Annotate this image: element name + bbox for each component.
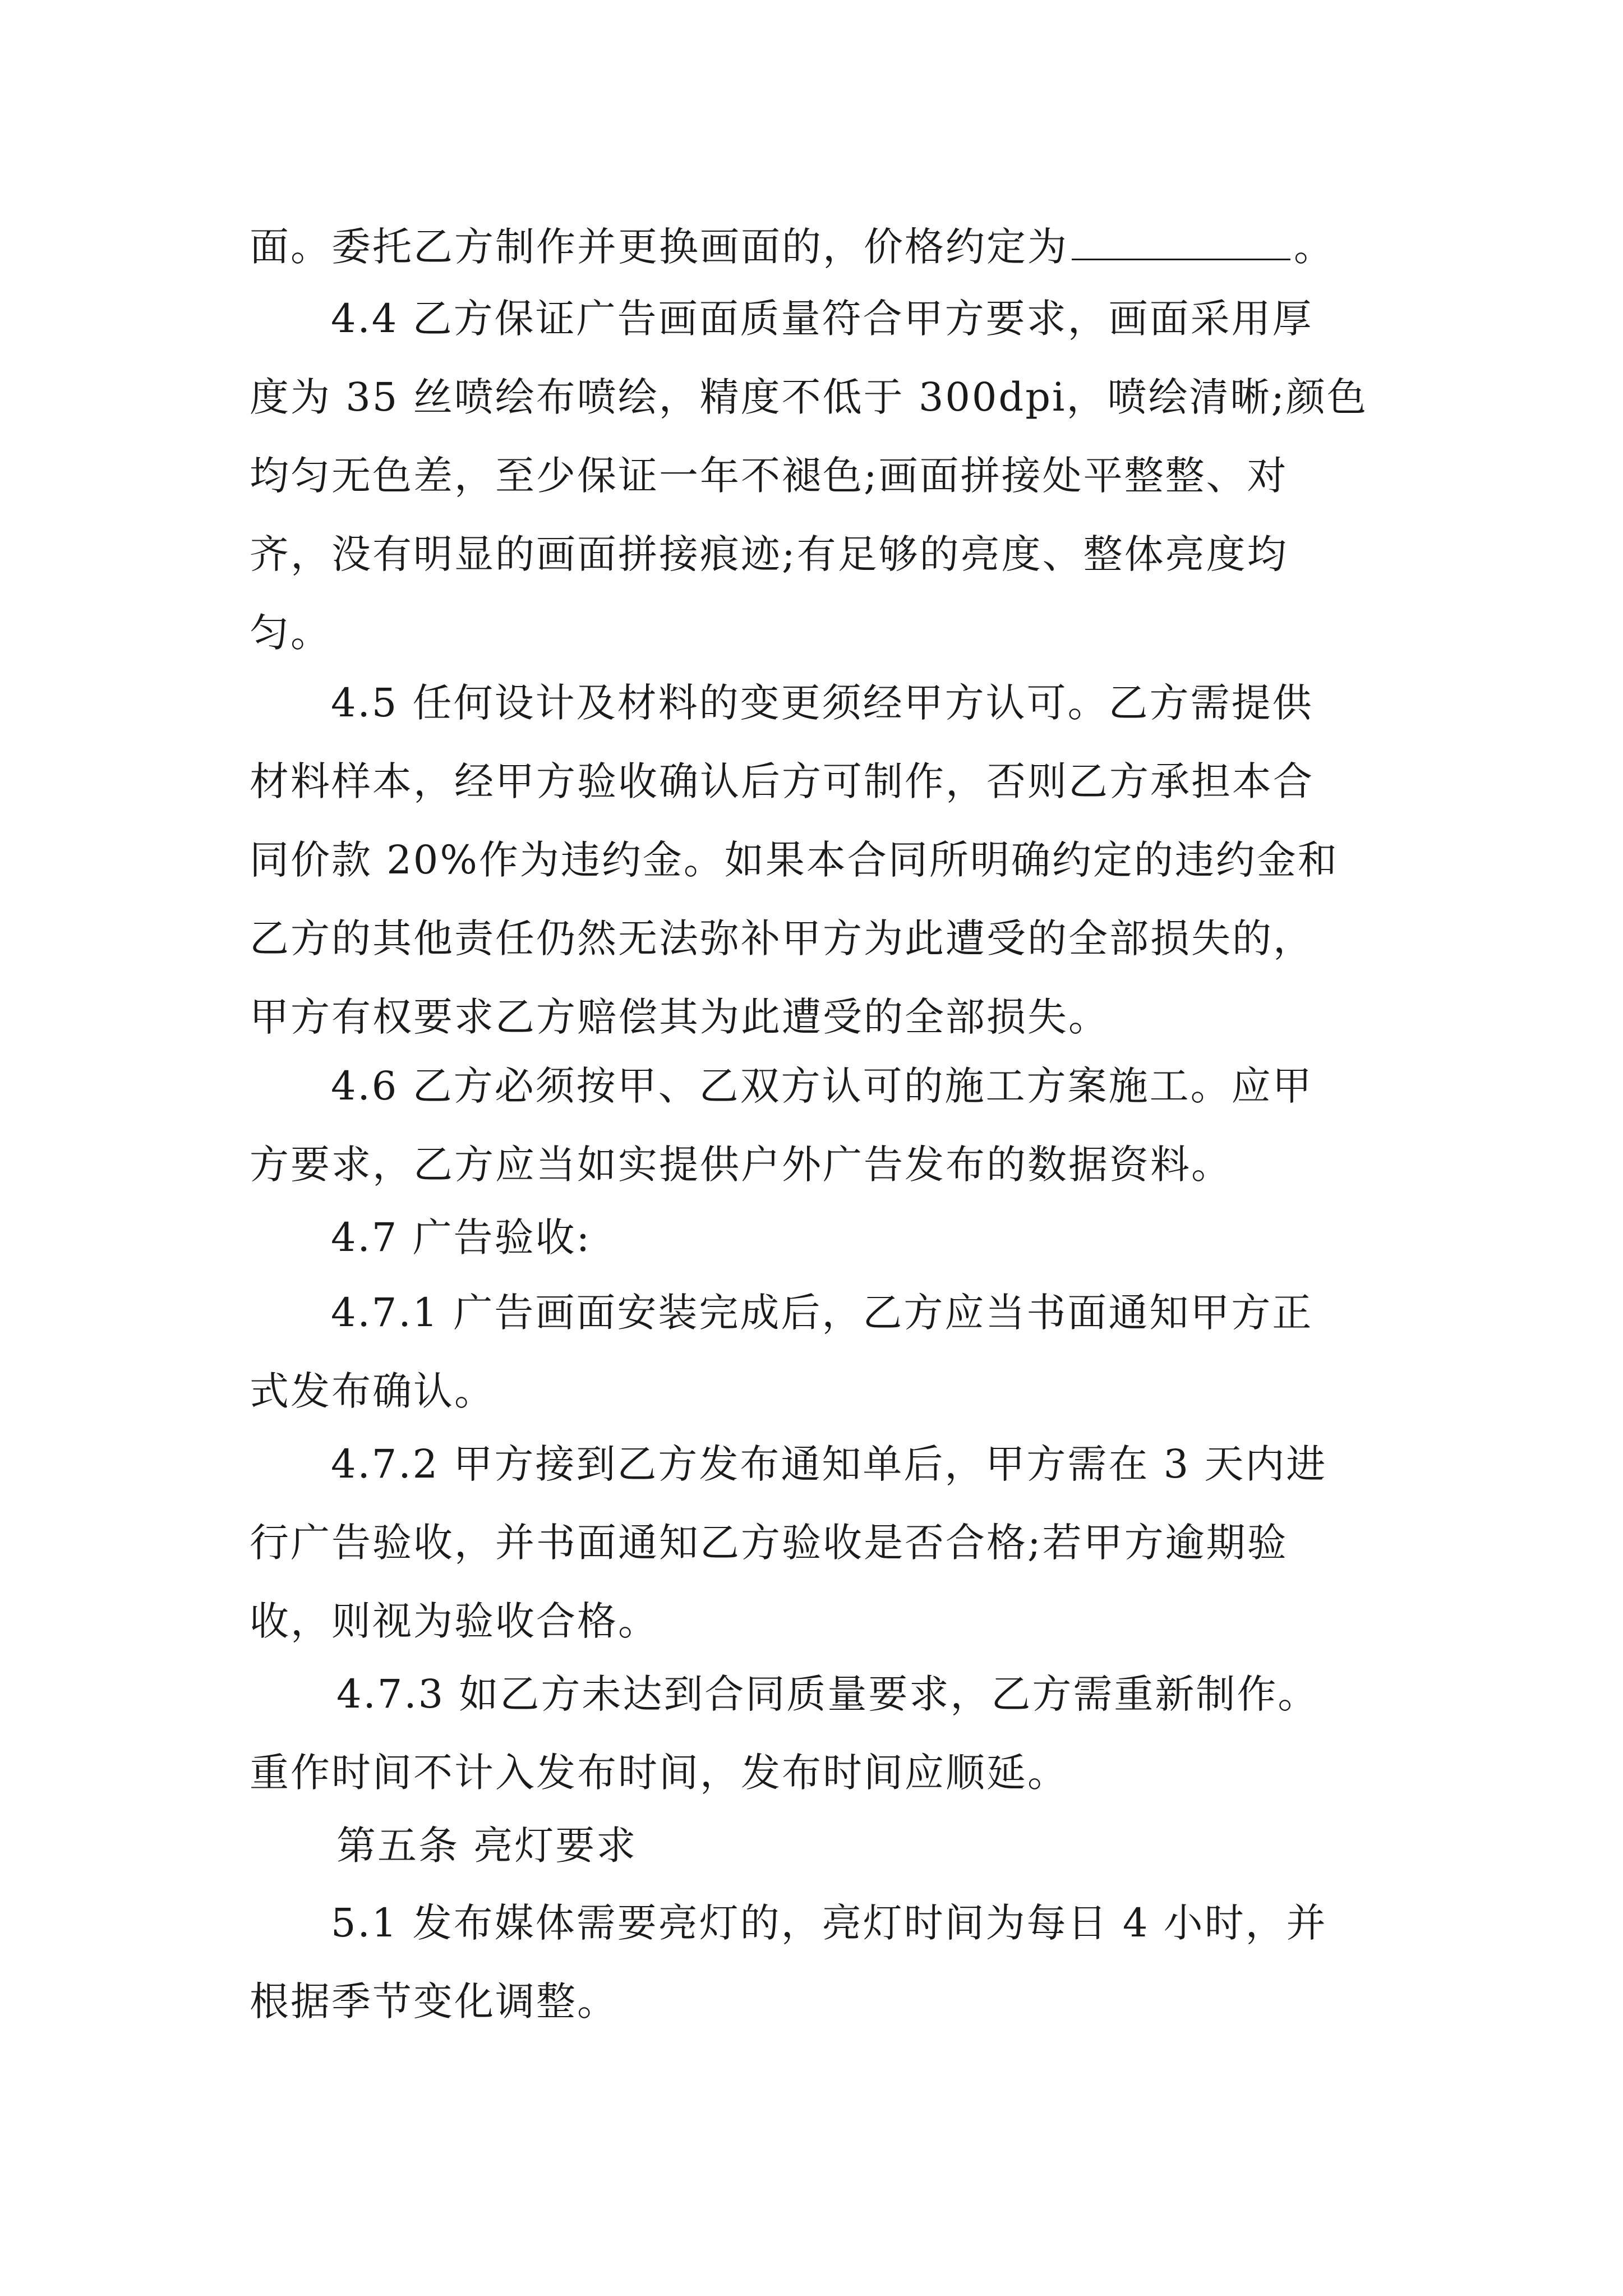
text-line: 5.1 发布媒体需要亮灯的，亮灯时间为每日 4 小时，并 xyxy=(331,1900,1327,1946)
paragraph-price xyxy=(250,208,1391,286)
text-line: 。 xyxy=(1294,224,1335,270)
text-line: 4.7.3 如乙方未达到合同质量要求，乙方需重新制作。 xyxy=(336,1671,1319,1717)
paragraph-4-7 xyxy=(250,1198,1391,1277)
text-line: 方要求，乙方应当如实提供户外广告发布的数据资料。 xyxy=(250,1142,1232,1188)
section-heading-article-5 xyxy=(250,1806,1391,1885)
text-line: 收，则视为验收合格。 xyxy=(250,1598,659,1644)
text-line: 式发布确认。 xyxy=(250,1368,495,1414)
text-line: 同价款 20%作为违约金。如果本合同所明确约定的违约金和 xyxy=(250,837,1339,883)
text-line: 根据季节变化调整。 xyxy=(250,1978,618,2024)
text-line: 4.7.2 甲方接到乙方发布通知单后，甲方需在 3 天内进 xyxy=(331,1441,1327,1487)
paragraph-4-6 xyxy=(250,1047,1391,1204)
text-line: 齐，没有明显的画面拼接痕迹;有足够的亮度、整体亮度均 xyxy=(250,531,1288,577)
paragraph-4-7-3 xyxy=(250,1655,1391,1812)
text-line: 4.7 广告验收: xyxy=(331,1214,592,1260)
paragraph-4-7-1 xyxy=(250,1273,1391,1430)
text-line: 重作时间不计入发布时间，发布时间应顺延。 xyxy=(250,1750,1068,1796)
text-line: 匀。 xyxy=(250,610,331,656)
text-line: 材料样本，经甲方验收确认后方可制作，否则乙方承担本合 xyxy=(250,758,1314,804)
fill-in-blank xyxy=(1072,255,1290,260)
text-line: 度为 35 丝喷绘布喷绘，精度不低于 300dpi，喷绘清晰;颜色 xyxy=(250,374,1368,420)
text-line: 面。委托乙方制作并更换画面的，价格约定为 xyxy=(250,224,1068,270)
text-line: 4.4 乙方保证广告画面质量符合甲方要求，画面采用厚 xyxy=(331,296,1313,342)
text-line: 4.5 任何设计及材料的变更须经甲方认可。乙方需提供 xyxy=(331,680,1313,726)
text-line: 乙方的其他责任仍然无法弥补甲方为此遭受的全部损失的， xyxy=(250,915,1314,961)
text-line: 行广告验收，并书面通知乙方验收是否合格;若甲方逾期验 xyxy=(250,1520,1288,1566)
text-line: 4.7.1 广告画面安装完成后，乙方应当书面通知甲方正 xyxy=(331,1290,1313,1336)
text-line: 甲方有权要求乙方赔偿其为此遭受的全部损失。 xyxy=(250,994,1109,1040)
paragraph-4-7-2 xyxy=(250,1425,1391,1660)
text-line: 第五条 亮灯要求 xyxy=(336,1823,638,1869)
paragraph-4-5 xyxy=(250,664,1391,1056)
text-line: 均匀无色差，至少保证一年不褪色;画面拼接处平整整、对 xyxy=(250,453,1288,499)
text-line: 4.6 乙方必须按甲、乙双方认可的施工方案施工。应甲 xyxy=(331,1063,1313,1109)
paragraph-4-4 xyxy=(250,279,1391,672)
paragraph-5-1 xyxy=(250,1884,1391,2041)
